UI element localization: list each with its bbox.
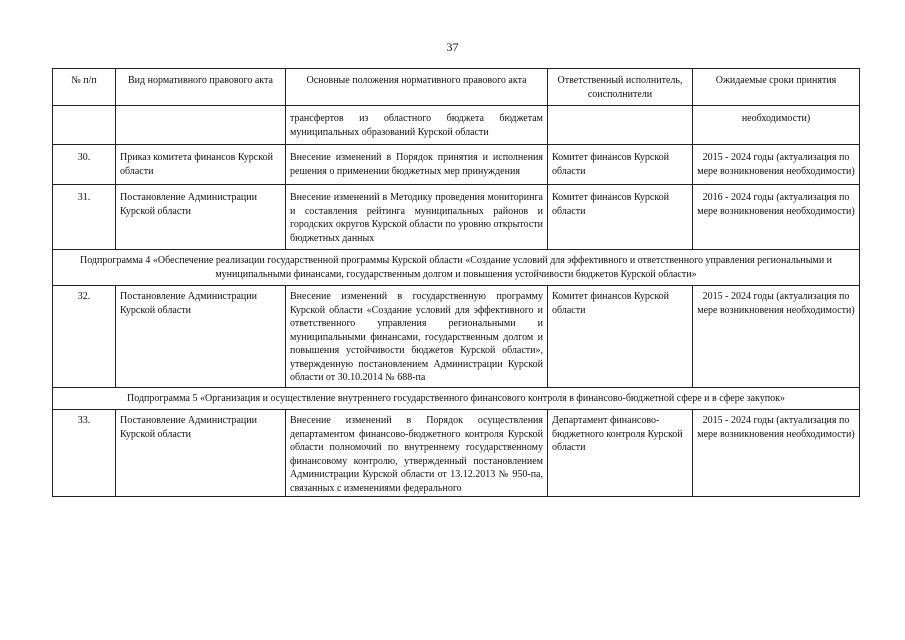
cell-act-type: Постановление Администрации Курской области xyxy=(116,185,286,250)
cell-number xyxy=(53,106,116,145)
cell-responsible: Комитет финансов Курской области xyxy=(548,286,693,388)
cell-number: 33. xyxy=(53,410,116,497)
cell-provisions: Внесение изменений в государственную программу Курской области «Создание условий для эффективного и ответственного управления региональными и муниципальными финансами, государственным долгом и повышения устойчивости бюджетов Курской области», утвержденную постановлением Администрации Курской области от 30.10.2014 № 688-па xyxy=(286,286,548,388)
cell-responsible xyxy=(548,106,693,145)
cell-act-type: Приказ комитета финансов Курской области xyxy=(116,145,286,185)
cell-act-type xyxy=(116,106,286,145)
cell-provisions: Внесение изменений в Методику проведения мониторинга и составления рейтинга муниципальных районов и городских округов Курской области по уровню открытости бюджетных данных xyxy=(286,185,548,250)
cell-deadline: 2015 - 2024 годы (актуализация по мере возникновения необходимости) xyxy=(693,286,860,388)
section-title: Подпрограмма 5 «Организация и осуществление внутреннего государственного финансового контроля в финансово-бюджетной сфере и в сфере закупок» xyxy=(53,387,860,410)
section-row-subprogram-5 xyxy=(53,387,860,410)
normative-acts-table xyxy=(52,68,860,497)
cell-act-type: Постановление Администрации Курской области xyxy=(116,410,286,497)
table-header-row xyxy=(53,69,860,106)
table-row xyxy=(53,185,860,250)
header-number: № п/п xyxy=(53,69,116,106)
cell-act-type: Постановление Администрации Курской области xyxy=(116,286,286,388)
cell-number: 32. xyxy=(53,286,116,388)
cell-provisions: Внесение изменений в Порядок принятия и исполнения решения о применении бюджетных мер принуждения xyxy=(286,145,548,185)
header-deadline: Ожидаемые сроки принятия xyxy=(693,69,860,106)
table-row xyxy=(53,145,860,185)
cell-responsible: Комитет финансов Курской области xyxy=(548,185,693,250)
cell-number: 31. xyxy=(53,185,116,250)
cell-deadline: необходимости) xyxy=(693,106,860,145)
header-provisions: Основные положения нормативного правового акта xyxy=(286,69,548,106)
cell-deadline: 2015 - 2024 годы (актуализация по мере возникновения необходимости) xyxy=(693,145,860,185)
section-title: Подпрограмма 4 «Обеспечение реализации государственной программы Курской области «Создание условий для эффективного и ответственного управления региональными и муниципальными финансами, государственным долгом и повышения устойчивости бюджетов Курской области» xyxy=(53,250,860,286)
section-row-subprogram-4 xyxy=(53,250,860,286)
page-number: 37 xyxy=(446,40,459,54)
cell-responsible: Комитет финансов Курской области xyxy=(548,145,693,185)
cell-number: 30. xyxy=(53,145,116,185)
cell-deadline: 2015 - 2024 годы (актуализация по мере возникновения необходимости) xyxy=(693,410,860,497)
header-responsible: Ответственный исполнитель, соисполнители xyxy=(548,69,693,106)
table-row xyxy=(53,286,860,388)
header-act-type: Вид нормативного правового акта xyxy=(116,69,286,106)
table-row xyxy=(53,410,860,497)
cell-deadline: 2016 - 2024 годы (актуализация по мере возникновения необходимости) xyxy=(693,185,860,250)
cell-responsible: Департамент финансово-бюджетного контроля Курской области xyxy=(548,410,693,497)
cell-provisions: трансфертов из областного бюджета бюджетам муниципальных образований Курской области xyxy=(286,106,548,145)
table-row-continuation xyxy=(53,106,860,145)
cell-provisions: Внесение изменений в Порядок осуществления департаментом финансово-бюджетного контроля Курской области полномочий по внутреннему государственному финансовому контролю, утвержденный постановлением Администрации Курской области от 13.12.2013 № 950-па, связанных с изменениями федерального xyxy=(286,410,548,497)
